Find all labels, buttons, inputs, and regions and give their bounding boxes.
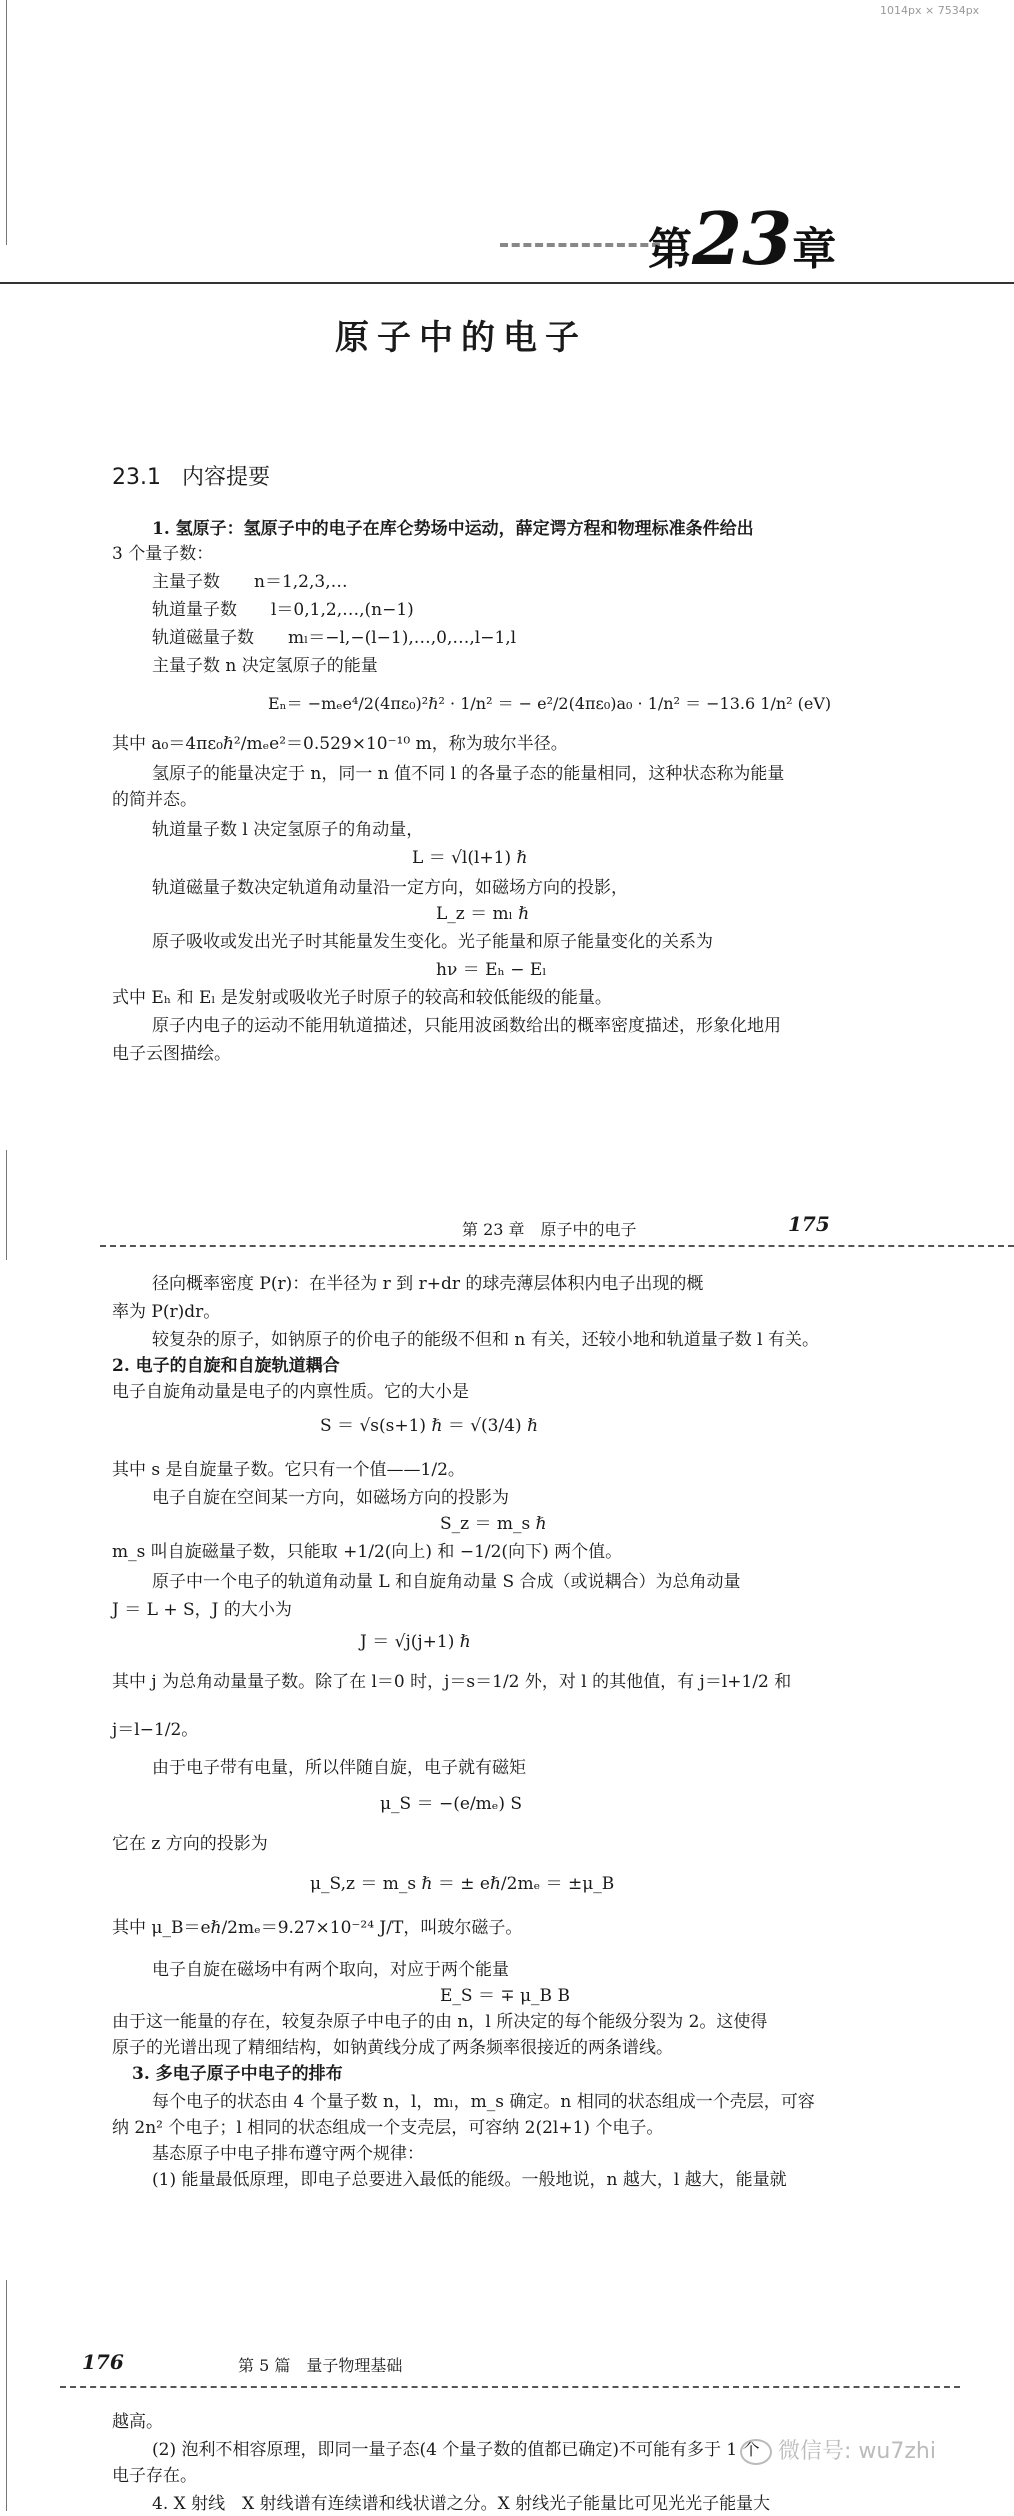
p2-line: 它在 z 方向的投影为 — [112, 1834, 268, 1854]
running-header: 第 23 章 原子中的电子 — [462, 1220, 637, 1239]
p2-line: (1) 能量最低原理，即电子总要进入最低的能级。一般地说，n 越大，l 越大，能量就 — [152, 2170, 787, 2190]
p1-formula: hν ＝ Eₕ − Eₗ — [436, 960, 547, 980]
p1-line: 1. 氢原子：氢原子中的电子在库仑势场中运动，薛定谔方程和物理标准条件给出 — [152, 519, 754, 539]
p1-line: 式中 Eₕ 和 Eₗ 是发射或吸收光子时原子的较高和较低能级的能量。 — [112, 988, 612, 1008]
page-number: 175 — [788, 1212, 830, 1236]
p1-line: 电子云图描绘。 — [112, 1044, 231, 1064]
p2-line: 其中 μ_B＝eℏ/2mₑ＝9.27×10⁻²⁴ J/T，叫玻尔磁子。 — [112, 1918, 523, 1938]
p1-line: 3 个量子数： — [112, 544, 214, 564]
p2-line: 每个电子的状态由 4 个量子数 n，l，mₗ，m_s 确定。n 相同的状态组成一个壳层，可容 — [152, 2092, 815, 2112]
p2-heading: 3. 多电子原子中电子的排布 — [132, 2064, 343, 2084]
p2-line: 基态原子中电子排布遵守两个规律： — [152, 2144, 424, 2164]
p2-line: j＝l−1/2。 — [112, 1720, 199, 1740]
scan-margin-line — [6, 0, 7, 245]
p1-line: 的简并态。 — [112, 790, 197, 810]
p2-line: 电子自旋角动量是电子的内禀性质。它的大小是 — [112, 1382, 469, 1402]
p1-line: 主量子数 n＝1,2,3,… — [152, 572, 348, 592]
chapter-mark-number: 23 — [692, 196, 793, 281]
p2-heading: 2. 电子的自旋和自旋轨道耦合 — [112, 1356, 340, 1376]
section-number: 23.1 — [112, 465, 161, 490]
p3-line: (2) 泡利不相容原理，即同一量子态(4 个量子数的值都已确定)不可能有多于 1 个 — [152, 2440, 760, 2460]
p2-formula: E_S ＝ ∓ μ_B B — [440, 1986, 570, 2006]
chapter-rule — [0, 282, 1014, 284]
p3-line: 电子存在。 — [112, 2466, 197, 2486]
p2-formula: μ_S,z ＝ m_s ℏ ＝ ± eℏ/2mₑ ＝ ±μ_B — [310, 1874, 615, 1894]
page-number: 176 — [82, 2350, 124, 2374]
p2-formula: μ_S ＝ −(e/mₑ) S — [380, 1794, 523, 1814]
p2-line: m_s 叫自旋磁量子数，只能取 +1/2(向上) 和 −1/2(向下) 两个值。 — [112, 1542, 623, 1562]
p2-line: 原子的光谱出现了精细结构，如钠黄线分成了两条频率很接近的两条谱线。 — [112, 2038, 673, 2058]
p1-line: 轨道磁量子数决定轨道角动量沿一定方向，如磁场方向的投影， — [152, 878, 628, 898]
p2-line: 由于电子带有电量，所以伴随自旋，电子就有磁矩 — [152, 1758, 526, 1778]
image-size-label: 1014px × 7534px — [880, 4, 980, 17]
p2-line: 径向概率密度 P(r)：在半径为 r 到 r+dr 的球壳薄层体积内电子出现的概 — [152, 1274, 704, 1294]
p2-line: 电子自旋在磁场中有两个取向，对应于两个能量 — [152, 1960, 509, 1980]
section-title: 内容提要 — [181, 465, 270, 490]
chapter-mark-prefix: 第 — [648, 224, 692, 275]
p1-formula: L_z ＝ mₗ ℏ — [436, 904, 530, 924]
p2-line: J ＝ L + S，J 的大小为 — [112, 1600, 292, 1620]
section-heading — [112, 460, 270, 491]
p1-line: 轨道量子数 l 决定氢原子的角动量， — [152, 820, 424, 840]
p2-line: 由于这一能量的存在，较复杂原子中电子的由 n，l 所决定的每个能级分裂为 2。这使得 — [112, 2012, 768, 2032]
p1-line: 氢原子的能量决定于 n，同一 n 值不同 l 的各量子态的能量相同，这种状态称为能量 — [152, 764, 785, 784]
p1-line: 轨道磁量子数 mₗ＝−l,−(l−1),…,0,…,l−1,l — [152, 628, 517, 648]
scan-margin-line — [6, 1150, 7, 1260]
p1-line: 轨道量子数 l＝0,1,2,…,(n−1) — [152, 600, 414, 620]
p1-line: 主量子数 n 决定氢原子的能量 — [152, 656, 378, 676]
p1-line: 其中 a₀＝4πε₀ℏ²/mₑe²＝0.529×10⁻¹⁰ m，称为玻尔半径。 — [112, 734, 568, 754]
p2-formula: S_z ＝ m_s ℏ — [440, 1514, 547, 1534]
p2-line: 其中 j 为总角动量量子数。除了在 l＝0 时，j＝s＝1/2 外，对 l 的其他值，有 j＝l+1/2 和 — [112, 1672, 792, 1692]
p2-line: 纳 2n² 个电子；l 相同的状态组成一个支壳层，可容纳 2(2l+1) 个电子。 — [112, 2118, 664, 2138]
watermark-text: 微信号: wu7zhi — [778, 2439, 936, 2464]
p3-line: 越高。 — [112, 2412, 163, 2432]
p2-line: 较复杂的原子，如钠原子的价电子的能级不但和 n 有关，还较小地和轨道量子数 l 有关。 — [152, 1330, 819, 1350]
wechat-icon — [740, 2439, 772, 2465]
chapter-dash-rule — [500, 243, 660, 247]
p2-formula: J ＝ √j(j+1) ℏ — [360, 1632, 471, 1652]
header-rule — [60, 2386, 960, 2388]
p2-line: 率为 P(r)dr。 — [112, 1302, 221, 1322]
running-header: 第 5 篇 量子物理基础 — [238, 2356, 403, 2375]
chapter-mark-suffix: 章 — [792, 224, 837, 275]
p1-formula: Eₙ＝ −mₑe⁴/2(4πε₀)²ℏ² · 1/n² ＝ − e²/2(4πε₀)a₀ · 1/n² ＝ −13.6 1/n² (eV) — [268, 694, 832, 713]
chapter-title: 原子中的电子 — [335, 318, 587, 358]
watermark — [740, 2434, 936, 2465]
p1-line: 原子吸收或发出光子时其能量发生变化。光子能量和原子能量变化的关系为 — [152, 932, 713, 952]
p3-line: 4. X 射线 X 射线谱有连续谱和线状谱之分。X 射线光子能量比可见光光子能量大 — [152, 2494, 771, 2514]
p2-line: 原子中一个电子的轨道角动量 L 和自旋角动量 S 合成（或说耦合）为总角动量 — [152, 1572, 741, 1592]
p2-formula: S ＝ √s(s+1) ℏ ＝ √(3/4) ℏ — [320, 1416, 539, 1436]
header-rule — [100, 1245, 1014, 1247]
p1-line: 原子内电子的运动不能用轨道描述，只能用波函数给出的概率密度描述，形象化地用 — [152, 1016, 781, 1036]
p2-line: 其中 s 是自旋量子数。它只有一个值——1/2。 — [112, 1460, 465, 1480]
p1-formula: L ＝ √l(l+1) ℏ — [412, 848, 528, 868]
p2-line: 电子自旋在空间某一方向，如磁场方向的投影为 — [152, 1488, 509, 1508]
scan-margin-line — [6, 2280, 7, 2511]
chapter-mark — [648, 196, 836, 281]
